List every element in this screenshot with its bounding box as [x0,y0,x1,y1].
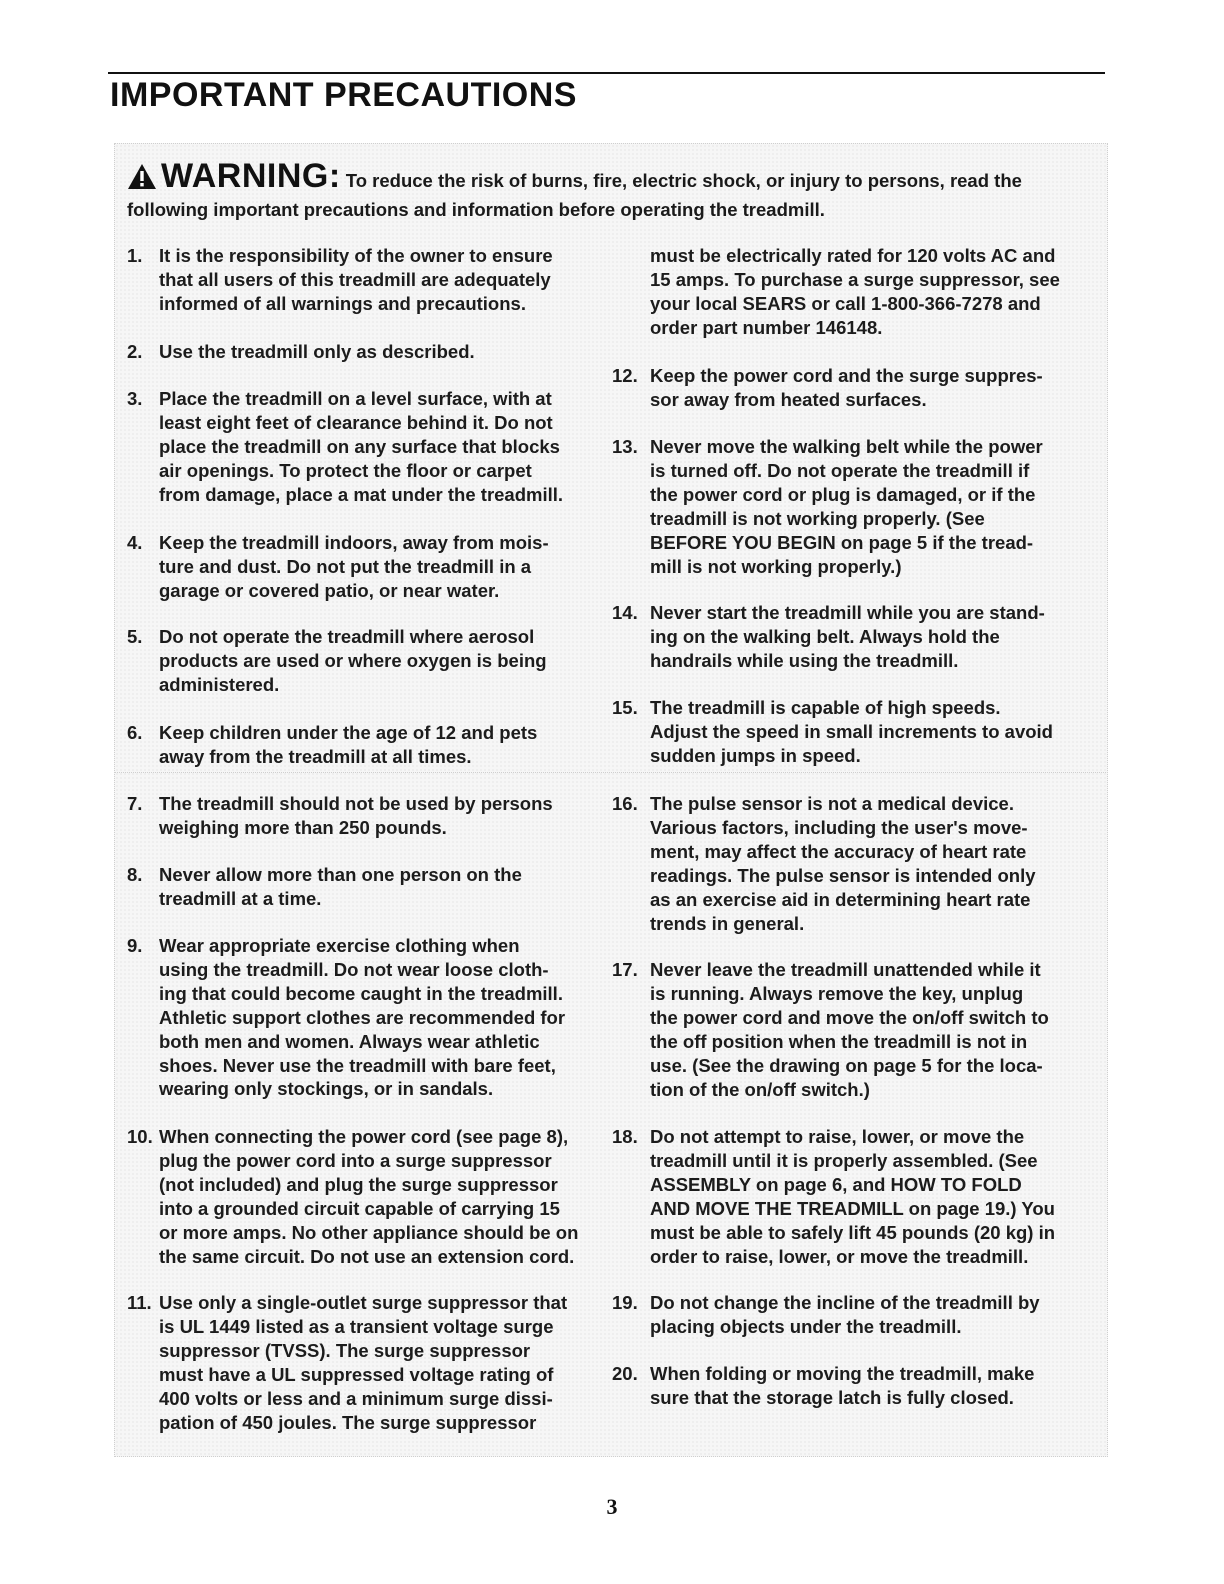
page-number: 3 [606,1494,618,1519]
list-item [612,792,1102,935]
item-number: 18. [612,1126,638,1147]
item-number: 7. [127,793,143,814]
list-item [121,792,591,840]
item-number: 19. [612,1292,638,1313]
item-text: The treadmill should not be used by persons weighing more than 250 pounds. [159,793,553,838]
item-number: 16. [612,793,638,814]
item-text: Never leave the treadmill unattended while it is running. Always remove the key, unplug the power cord and move the on/off switch to the off position when the treadmill is not in use. (See the drawing on page 5 for the loca- tion of the on/off switch.) [650,959,1049,1100]
list-item [121,934,591,1101]
item-number: 17. [612,959,638,980]
list-item [612,601,1102,673]
list-item [612,1125,1102,1268]
item-text: Use only a single-outlet surge suppressor that is UL 1449 listed as a transient voltage surge suppressor (TVSS). The surge suppressor must have a UL suppressed voltage rating of 400 volts or less and a minimum surge dissi- pation of 450 joules. The surge suppressor [159,1292,568,1433]
item-text: It is the responsibility of the owner to ensure that all users of this treadmill are adequately informed of all warnings and precautions. [159,245,553,314]
item-number: 2. [127,341,143,362]
item-number: 3. [127,388,143,409]
item-number: 1. [127,245,143,266]
item-text: Do not attempt to raise, lower, or move the treadmill until it is properly assembled. (See ASSEMBLY on page 6, and HOW TO FOLD AND MOVE THE TREADMILL on page 19.) You must be able to safely lift 45 pounds (20 kg) in order to raise, lower, or move the treadmill. [650,1126,1056,1267]
item-text: Wear appropriate exercise clothing when using the treadmill. Do not wear loose cloth- ing that could become caught in the treadmill. Athletic support clothes are recommended for both men and women. Always wear athletic shoes. Never use the treadmill with bare feet, wearing only stockings, or in sandals. [159,935,566,1100]
item-number: 14. [612,602,638,623]
item-text: The pulse sensor is not a medical device. Various factors, including the user's move- ment, may affect the accuracy of heart rate readings. The pulse sensor is intended only as an exercise aid in determining heart rate trends in general. [650,793,1036,934]
item-text: Place the treadmill on a level surface, with at least eight feet of clearance behind it. Do not place the treadmill on any surface that blocks air openings. To protect the floor or carpet from damage, place a mat under the treadmill. [159,388,564,505]
item-number: 12. [612,365,638,386]
warning-word: WARNING: [161,157,341,195]
warning-triangle-icon [127,163,157,197]
item-text: Keep the treadmill indoors, away from mois- ture and dust. Do not put the treadmill in a garage or covered patio, or near water. [159,532,549,601]
list-item [121,625,591,697]
item-text: When folding or moving the treadmill, make sure that the storage latch is fully closed. [650,1363,1035,1408]
item-number: 5. [127,626,143,647]
list-item [612,958,1102,1101]
list-item [612,696,1102,768]
item-number: 8. [127,864,143,885]
title-rule [108,72,1105,74]
item-number: 15. [612,697,638,718]
list-item [121,1291,591,1434]
page-title: IMPORTANT PRECAUTIONS [110,76,577,114]
list-item [121,721,591,769]
item-text: The treadmill is capable of high speeds. Adjust the speed in small increments to avoid sudden jumps in speed. [650,697,1053,766]
item-text: must be electrically rated for 120 volts AC and 15 amps. To purchase a surge suppressor, see your local SEARS or call 1-800-366-7278 and order part number 146148. [650,245,1060,338]
list-item [612,435,1102,578]
item-text: Do not change the incline of the treadmill by placing objects under the treadmill. [650,1292,1040,1337]
list-item [612,364,1102,412]
list-item [612,244,1102,340]
item-text: Never allow more than one person on the treadmill at a time. [159,864,522,909]
item-text: Keep children under the age of 12 and pets away from the treadmill at all times. [159,722,538,767]
item-number: 10. [127,1126,153,1147]
item-text: When connecting the power cord (see page 8), plug the power cord into a surge suppressor (not included) and plug the surge suppressor into a grounded circuit capable of carrying 15 or more amps. No other appliance should be on the same circuit. Do not use an extension cord. [159,1126,579,1267]
warning-statement [127,157,1092,223]
warning-text: To reduce the risk of burns, fire, electric shock, or injury to persons, read the following important precautions and information before operating the treadmill. [127,170,1022,220]
panel-divider [114,772,1106,773]
list-item [121,244,591,316]
list-item [121,387,591,507]
list-item [121,1125,591,1268]
item-number: 9. [127,935,143,956]
item-text: Keep the power cord and the surge suppres- sor away from heated surfaces. [650,365,1043,410]
item-text: Never move the walking belt while the power is turned off. Do not operate the treadmill if the power cord or plug is damaged, or if the treadmill is not working properly. (See BEFORE YOU BEGIN on page 5 if the tread- mill is not working properly.) [650,436,1043,577]
list-item [612,1291,1102,1339]
list-item [121,340,591,364]
item-text: Never start the treadmill while you are stand- ing on the walking belt. Always hold the handrails while using the treadmill. [650,602,1045,671]
item-number: 20. [612,1363,638,1384]
list-item [612,1362,1102,1410]
item-text: Use the treadmill only as described. [159,341,475,362]
item-number: 11. [127,1292,152,1313]
item-number: 13. [612,436,638,457]
item-number: 4. [127,532,143,553]
item-text: Do not operate the treadmill where aerosol products are used or where oxygen is being administered. [159,626,547,695]
list-item [121,863,591,911]
list-item [121,531,591,603]
item-number: 6. [127,722,143,743]
